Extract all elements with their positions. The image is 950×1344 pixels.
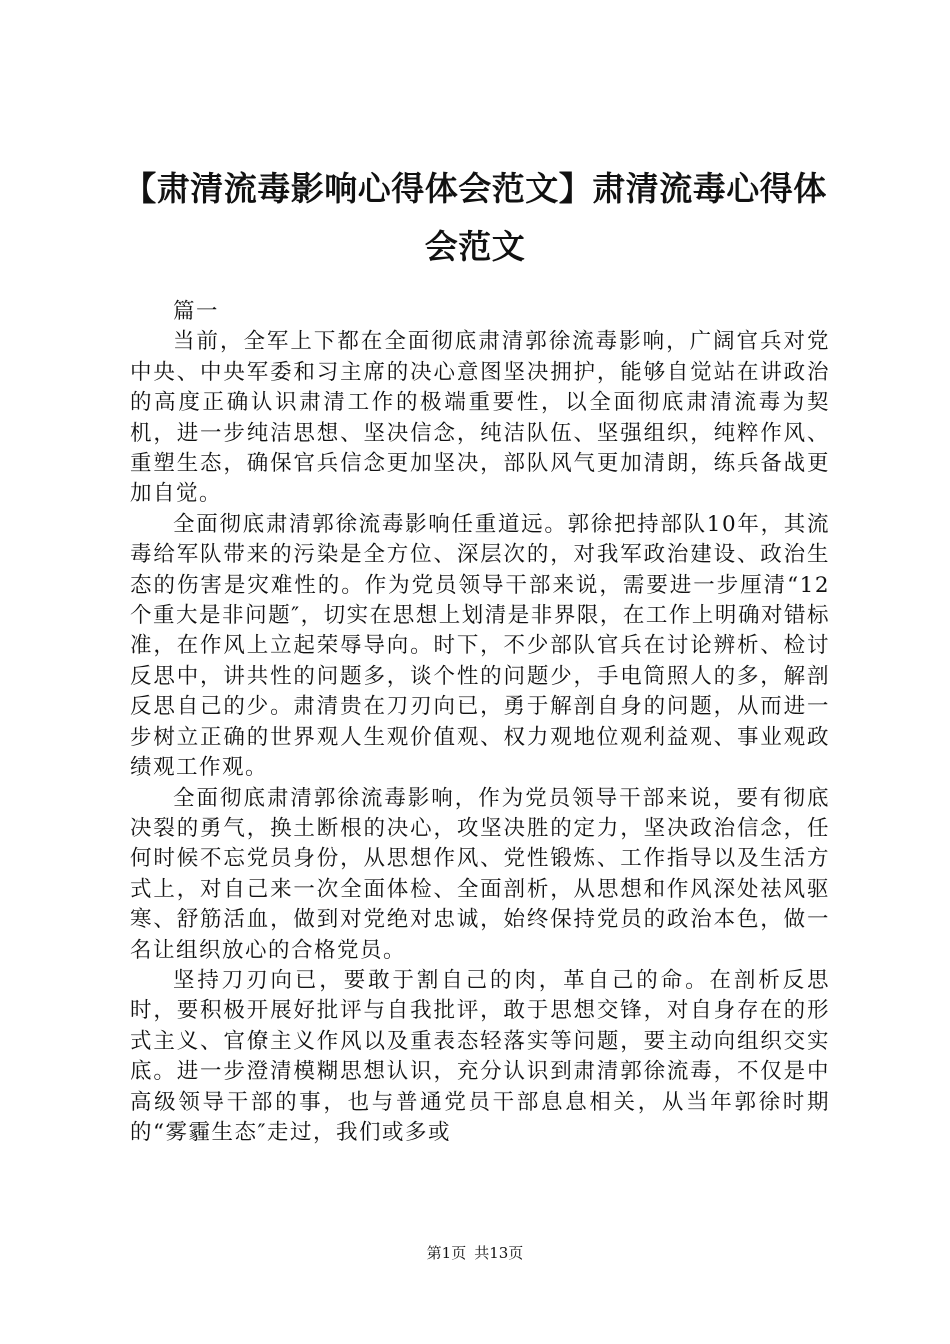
- section-label: 篇一: [173, 299, 220, 324]
- page-number-current: 第1页: [426, 1244, 467, 1262]
- paragraph: 当前，全军上下都在全面彻底肃清郭徐流毒影响，广阔官兵对党中央、中央军委和习主席的决心意图坚决拥护，能够自觉站在讲政治的高度正确认识肃清工作的极端重要性，以全面彻底肃清流毒为契机，进一步纯洁思想、坚决信念，纯洁队伍、坚强组织，纯粹作风、重塑生态，确保官兵信念更加坚决，部队风气更加清朗，练兵备战更加自觉。: [130, 329, 830, 507]
- paragraph: 全面彻底肃清郭徐流毒影响，作为党员领导干部来说，要有彻底决裂的勇气，换土断根的决心，攻坚决胜的定力，坚决政治信念，任何时候不忘党员身份，从思想作风、党性锻炼、工作指导以及生活方式上，对自己来一次全面体检、全面剖析，从思想和作风深处祛风驱寒、舒筋活血，做到对党绝对忠诚，始终保持党员的政治本色，做一名让组织放心的合格党员。: [130, 785, 830, 963]
- document-body: [130, 297, 830, 1148]
- paragraph: 坚持刀刃向已，要敢于割自己的肉，革自己的命。在剖析反思时，要积极开展好批评与自我批评，敢于思想交锋，对自身存在的形式主义、官僚主义作风以及重表态轻落实等问题，要主动向组织交实底。进一步澄清模糊思想认识，充分认识到肃清郭徐流毒，不仅是中高级领导干部的事，也与普通党员干部息息相关，从当年郭徐时期的“雾霾生态″走过，我们或多或: [130, 967, 830, 1145]
- page-footer: [0, 1243, 950, 1263]
- page-number-total: 共13页: [474, 1244, 524, 1262]
- paragraph: 全面彻底肃清郭徐流毒影响任重道远。郭徐把持部队10年，其流毒给军队带来的污染是全方位、深层次的，对我军政治建设、政治生态的伤害是灾难性的。作为党员领导干部来说，需要进一步厘清“12个重大是非问题″，切实在思想上划清是非界限，在工作上明确对错标准，在作风上立起荣辱导向。时下，不少部队官兵在讨论辨析、检讨反思中，讲共性的问题多，谈个性的问题少，手电筒照人的多，解剖反思自己的少。肃清贵在刀刃向已，勇于解剖自身的问题，从而进一步树立正确的世界观人生观价值观、权力观地位观利益观、事业观政绩观工作观。: [130, 511, 830, 781]
- document-title: 【肃清流毒影响心得体会范文】肃清流毒心得体会范文: [123, 169, 827, 266]
